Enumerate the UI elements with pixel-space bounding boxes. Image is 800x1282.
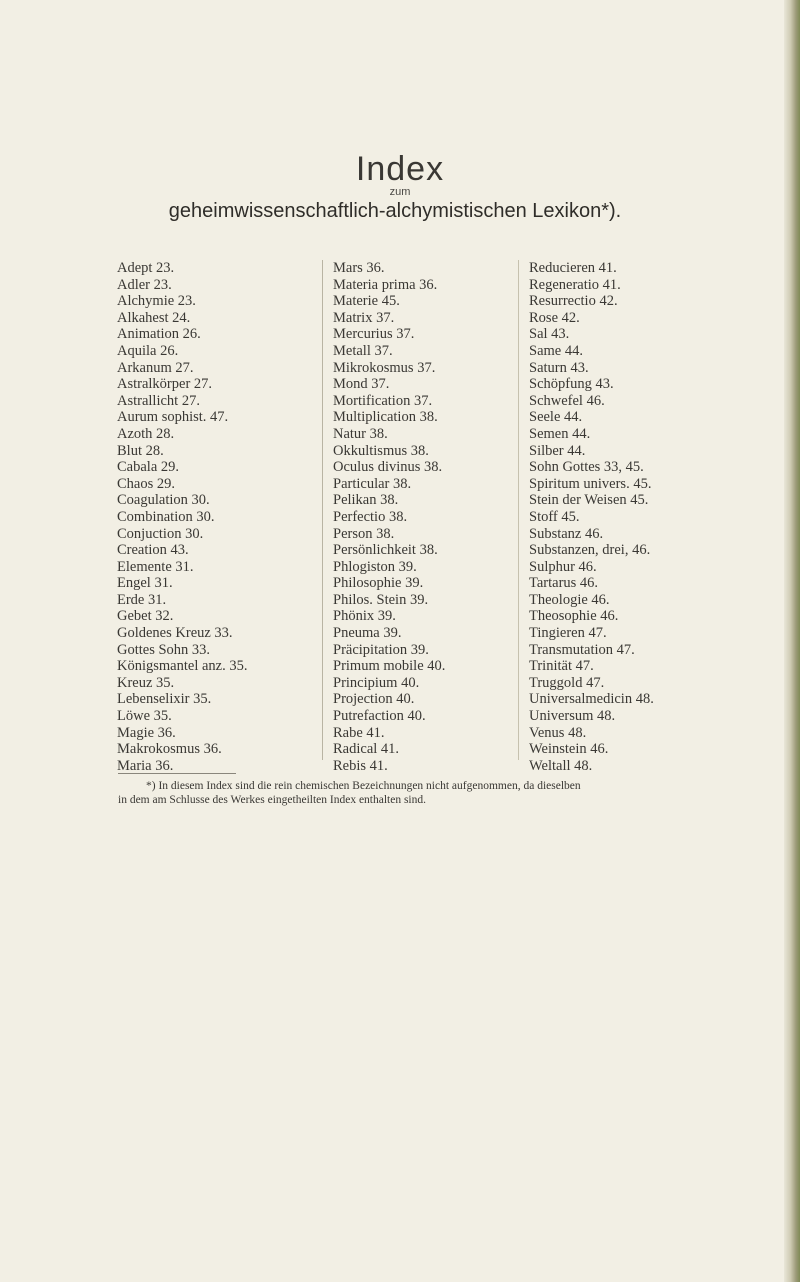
index-entry: Weinstein 46. [529, 741, 609, 758]
footnote [118, 779, 798, 807]
index-entry: Natur 38. [333, 425, 388, 442]
subtitle-small: zum [389, 186, 411, 198]
index-entry: Stoff 45. [529, 508, 580, 525]
index-entry: Lebenselixir 35. [117, 691, 212, 708]
index-entry: Kreuz 35. [117, 674, 175, 691]
index-entry: Okkultismus 38. [333, 442, 429, 459]
index-entry: Adept 23. [117, 260, 175, 276]
index-entry: Gebet 32. [117, 608, 174, 625]
index-entry: Astralkörper 27. [117, 376, 213, 393]
index-entry: Putrefaction 40. [333, 708, 426, 725]
index-entry: Präcipitation 39. [333, 641, 429, 658]
index-entry: Truggold 47. [529, 674, 605, 691]
index-entry: Rabe 41. [333, 724, 385, 741]
footnote-line-1: *) In diesem Index sind die rein chemischen Bezeichnungen nicht aufgenommen, da dieselben [146, 780, 581, 792]
index-entry: Resurrectio 42. [529, 293, 618, 310]
index-entry: Trinität 47. [529, 658, 594, 675]
index-entry: Materie 45. [333, 293, 400, 310]
index-entry: Schöpfung 43. [529, 376, 614, 393]
index-entry: Aurum sophist. 47. [117, 409, 229, 426]
index-entry: Gottes Sohn 33. [117, 641, 211, 658]
index-entry: Person 38. [333, 525, 395, 542]
index-entry: Multiplication 38. [333, 409, 438, 426]
index-entry: Pelikan 38. [333, 492, 399, 509]
index-entry: Tingieren 47. [529, 625, 607, 642]
index-entry: Königsmantel anz. 35. [117, 658, 248, 675]
page-title: Index [355, 150, 445, 188]
index-entry: Projection 40. [333, 691, 415, 708]
index-entry: Mortification 37. [333, 392, 433, 409]
index-entry: Reducieren 41. [529, 260, 617, 276]
index-entry: Theologie 46. [529, 591, 610, 608]
index-entry: Same 44. [529, 342, 583, 359]
index-entry: Spiritum univers. 45. [529, 475, 652, 492]
page-subtitle: geheimwissenschaftlich-alchymistischen Lexikon*). [168, 200, 622, 222]
index-entry: Transmutation 47. [529, 641, 635, 658]
index-entry: Chaos 29. [117, 475, 175, 492]
index-entry: Mond 37. [333, 376, 390, 393]
index-entry: Metall 37. [333, 342, 393, 359]
index-entry: Schwefel 46. [529, 392, 605, 409]
index-column-1 [117, 260, 247, 774]
index-entry: Animation 26. [117, 326, 201, 343]
index-entry: Alkahest 24. [117, 309, 191, 326]
index-entry: Rose 42. [529, 309, 580, 326]
index-entry: Phönix 39. [333, 608, 396, 625]
index-entry: Sohn Gottes 33, 45. [529, 459, 644, 476]
index-entry: Radical 41. [333, 741, 400, 758]
index-entry: Weltall 48. [529, 757, 593, 774]
index-entry: Perfectio 38. [333, 508, 408, 525]
index-entry: Universalmedicin 48. [529, 691, 654, 708]
index-entry: Löwe 35. [117, 708, 172, 725]
index-entry: Adler 23. [117, 276, 172, 293]
index-entry: Astrallicht 27. [117, 392, 200, 409]
index-column-2 [322, 260, 446, 774]
index-entry: Substanzen, drei, 46. [529, 542, 651, 559]
index-entry: Engel 31. [117, 575, 173, 592]
index-entry: Erde 31. [117, 591, 167, 608]
index-entry: Saturn 43. [529, 359, 589, 376]
index-entry: Combination 30. [117, 508, 215, 525]
index-entry: Mikrokosmus 37. [333, 359, 436, 376]
index-entry: Mercurius 37. [333, 326, 415, 343]
index-entry: Persönlichkeit 38. [333, 542, 438, 559]
index-entry: Blut 28. [117, 442, 164, 459]
index-entry: Seele 44. [529, 409, 583, 426]
index-entry: Sulphur 46. [529, 558, 597, 575]
index-entry: Silber 44. [529, 442, 586, 459]
index-entry: Coagulation 30. [117, 492, 210, 509]
index-entry: Conjuction 30. [117, 525, 204, 542]
index-entry: Substanz 46. [529, 525, 604, 542]
index-entry: Matrix 37. [333, 309, 395, 326]
index-entry: Tartarus 46. [529, 575, 599, 592]
index-entry: Pneuma 39. [333, 625, 402, 642]
index-entry: Semen 44. [529, 425, 591, 442]
index-entry: Universum 48. [529, 708, 616, 725]
index-entry: Cabala 29. [117, 459, 180, 476]
index-entry: Theosophie 46. [529, 608, 619, 625]
index-entry: Maria 36. [117, 757, 174, 774]
index-entry: Azoth 28. [117, 425, 175, 442]
index-entry: Elemente 31. [117, 558, 194, 575]
index-entry: Sal 43. [529, 326, 570, 343]
index-entry: Aquila 26. [117, 342, 179, 359]
footnote-line-2: in dem am Schlusse des Werkes eingetheilten Index enthalten sind. [118, 794, 427, 806]
index-entry: Magie 36. [117, 724, 176, 741]
index-entry: Oculus divinus 38. [333, 459, 443, 476]
index-entry: Primum mobile 40. [333, 658, 446, 675]
index-entry: Philos. Stein 39. [333, 591, 429, 608]
index-entry: Rebis 41. [333, 757, 388, 774]
index-entry: Makrokosmus 36. [117, 741, 222, 758]
index-column-3 [518, 260, 654, 774]
index-entry: Venus 48. [529, 724, 587, 741]
index-entry: Alchymie 23. [117, 293, 196, 310]
index-entry: Particular 38. [333, 475, 412, 492]
index-entry: Creation 43. [117, 542, 189, 559]
index-entry: Regeneratio 41. [529, 276, 621, 293]
index-entry: Philosophie 39. [333, 575, 424, 592]
index-entry: Phlogiston 39. [333, 558, 417, 575]
index-entry: Principium 40. [333, 674, 420, 691]
index-entry: Stein der Weisen 45. [529, 492, 649, 509]
footnote-rule [118, 773, 236, 774]
index-entry: Arkanum 27. [117, 359, 194, 376]
index-entry: Materia prima 36. [333, 276, 438, 293]
index-entry: Goldenes Kreuz 33. [117, 625, 233, 642]
index-entry: Mars 36. [333, 260, 385, 276]
